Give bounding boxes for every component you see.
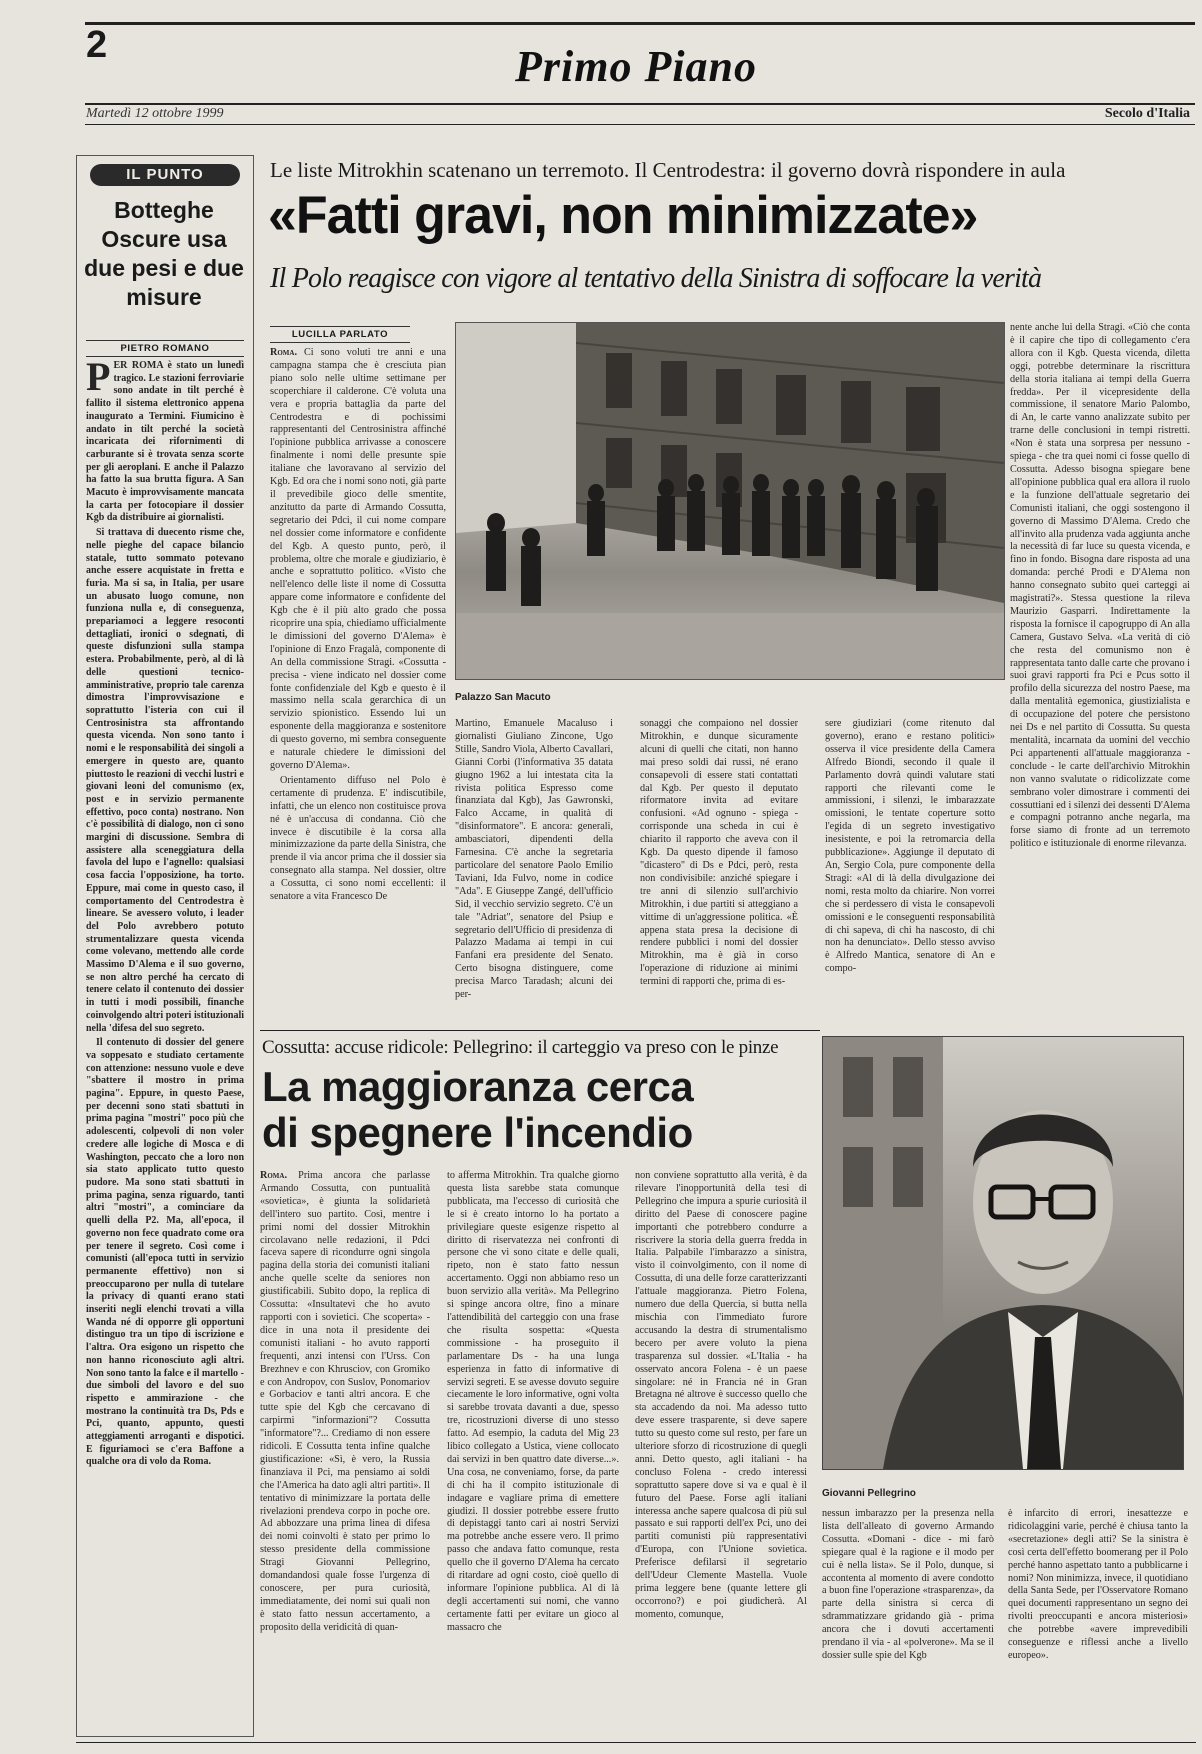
article2-headline-line1: La maggioranza cerca	[262, 1063, 694, 1110]
article2-text: non conviene soprattutto alla verità, è da rilevare l'inopportunità della tesi di Pellegrino che impura a spurie curiosità il diritto del Paese di conoscere pagine importanti che potrebbero condurre a riscrivere la storia della guerra fredda in Italia. Palpabile l'imbarazzo a sinistra, visto il coinvolgimento, con il nome di Cossutta, di una delle forze caratterizzanti l'attuale maggioranza. Pietro Folena, numero due della Quercia, si butta nella mischia con l'immediato furore accusando la destra di strumentalismo becero per avere voluto la piena trasparenza sul dossier. «L'Italia - ha osservato ancora Folena - è un paese singolare: né in Francia né in Gran Bretagna né altrove è successo quello che sta accadendo da noi. Ma adesso tutto deve essere trasparente, si deve sapere tutto su questo come sul resto, per fare un ulteriore sforzo di ricostruzione di quegli anni. Detto questo, agli italiani - ha concluso Folena - credo interessi soprattutto sapere dove si va e qual è il futuro del Paese. Forse agli italiani interessa anche sapere qualcosa di più sul passato e sui rapporti dell'ex Pci, uno dei partiti comunisti più rappresentativi d'Europa, con l'Unione sovietica. Preferisce defilarsi il segretario dell'Udeur Clemente Mastella. Vuole prima leggere bene (quante lettere gli occorrono?) e poi giudicherà. Al momento, comunque,	[635, 1170, 807, 1620]
article2-col5	[1008, 1508, 1188, 1730]
article1-author: LUCILLA PARLATO	[270, 326, 410, 343]
building-illustration	[456, 323, 1004, 679]
article2-col4	[822, 1508, 994, 1730]
article2-col1	[260, 1170, 430, 1730]
article1-subheadline: Il Polo reagisce con vigore al tentativo della Sinistra di soffocare la verità	[270, 263, 1042, 294]
issue-date: Martedì 12 ottobre 1999	[86, 106, 224, 121]
article1-kicker: Le liste Mitrokhin scatenano un terremoto. Il Centrodestra: il governo dovrà rispondere in aula	[270, 158, 1066, 182]
article2-headline-line2: di spegnere l'incendio	[262, 1109, 693, 1156]
article1-headline: «Fatti gravi, non minimizzate»	[268, 186, 978, 245]
article1-text: nente anche lui della Stragi. «Ciò che conta è il capire che tipo di collegamento c'era allora con il Kgb. Questa vicenda, diletta oggi, potrebbe determinare la riscrittura della storia italiana ai tempi della Guerra fredda». Per il vicepresidente della commissione, il senatore Mario Palombo, di An, le carte vanno analizzate subito per trarne delle conclusioni in tempi ristretti. «Non è stata una sorpresa per nessuno - spiega - che tra quei nomi ci fosse quello di Cossutta. Adesso bisogna spiegare bene all'opinione pubblica qual era allora il ruolo e la funzione dell'attuale segretario dei Comunisti italiani, che oggi sostengono il governo di Massimo D'Alema. Credo che all'invito alla prudenza vada aggiunta anche la necessità di far luce su questa vicenda, e fino in fondo. Bisogna dare risposta ad una domanda: perché Prodi e D'Alema non hanno consegnato subito quei carteggi ai magistrati?». Stessa questione la rileva Maurizio Gasparri. Indirettamente la risposta la fornisce il capogruppo di An alla Camera, Gustavo Selva. «La verità di ciò che resta del comunismo non è rappresentata tanto dalle carte che provano i suoi gravi rapporti fra Pci e Pcus sotto il profilo della sicurezza del nostro Paese, ma dalla mentalità egemonica, giustizialista e di occupazione del potere che persistono nei Ds e nel partito di Cossutta. Su questa mentalità, incarnata da uomini del vecchio Pci appartenenti all'attuale maggioranza - conclude - le carte dell'archivio Mitrokhin non vanno svalutate o ridicolizzate come sembrano voler dimostrare i commenti dei cossuttiani ed i silenzi dei dessenti D'Alema e compagni potranno anche negarla, ma forse siamo di fronte ad un terremoto politico e istituzionale di enorme rilevanza.	[1010, 322, 1190, 850]
palazzo-photo	[455, 322, 1005, 680]
header-rule-2	[85, 124, 1195, 125]
bottom-rule	[76, 1742, 1196, 1743]
sidebar-paragraph: Il contenuto di dossier del genere va soppesato e studiato certamente con attenzione: nessuno vuole e deve "sbattere il mostro in prima pagina". Eppure, in questo Paese, per decenni sono stati sbattuti in prima pagina "mostri" poco più che adolescenti, colpevoli di non voler credere alle logiche di Mosca e di Washington, peccato che a loro non sia stato applicato tutto questo pudore. Ma sono stati sbattuti in prima pagina, senza riguardo, tanti altri "mostri", a cominciare da quelli della P2. Ma, all'epoca, il governo non fece quadrato come ora per tenere il segreto. Così come i comunisti (all'epoca tutti in servizio permanente effettivo) non si preoccuparono per nulla di tutelare la privacy di quanti erano stati inseriti negli elenchi trovati a villa Wanda né di opporre gli opportuni distinguo tra un tipo di iscrizione e l'altra. Ora esigono un rispetto che non hanno riconosciuto agli altri. Non sono tanto la falce e il martello - due simboli del lavoro e del suo rispetto e ammirazione - che mostrano la continuità tra Ds, Pds e Pci, quanto, appunto, questi atteggiamenti arroganti e dispotici. E figuriamoci se c'era Baffone a qualche ora di volo da Roma.	[86, 1037, 244, 1468]
article2-text: nessun imbarazzo per la presenza nella lista dell'alleato di governo Armando Cossutta. «Domani - dice - mi farò spiegare qual è la ragione e il modo per cui è nella lista». Se il Polo, dunque, si accontenta al momento di avere condotto a buon fine l'operazione «trasparenza», da parte della sinistra si cerca di sdrammatizzare gridando già - prima ancora che i dovuti accertamenti prendano il via - al «polverone». Ma se il dossier sulle spie del Kgb	[822, 1508, 994, 1661]
article1-text: Ci sono voluti tre anni e una campagna stampa che è cresciuta pian piano solo nelle ultime settimane per scoperchiare il calderone. C'è voluta una vera e propria battaglia da parte del Centrodestra e di pochissimi rappresentanti del Centrosinistra affinché l'opinione pubblica arrivasse a conoscere finalmente i nomi delle presunte spie italiane che lavoravano al servizio del Kgb. Ed ora che i nomi sono noti, già parte il prevedibile gioco delle smentite, anzitutto da parte di Armando Cossutta, segretario dei Pdci, il cui nome compare nel dossier come informatore e confidente del Kgb. A questo punto, però, il problema, oltre che morale e giudiziario, è anche e soprattutto politico. «Visto che nell'elenco delle liste il nome di Cossutta appare come informatore e confidente del Kgb che è il più alto grado che possa ricoprire una spia, chiediamo ufficialmente le dimissioni del governo D'Alema» è l'opinione di Enzo Fragalà, componente di An della commissione Stragi. «Cossutta - precisa - viene indicato nel dossier come fonte confidenziale del Kgb e questo è il massimo nella scala gerarchica di un servizio spionistico. Essendo lui un esponente della maggioranza e sostenitore di questo governo, mi sembra conseguente e naturale chiedere le dimissioni del governo D'Alema».	[270, 347, 446, 771]
article1-text: Martino, Emanuele Macaluso i giornalisti Giuliano Zincone, Ugo Stille, Sandro Viola, Alberto Cavallari, Gianni Corbi (l'informativa 35 datata giugno 1962 a lui intestata cita la rivista politica Espresso come finanziata dal Kgb), Jas Gawronski, Falco Accame, in qualità di "disinformatore". E ancora: generali, ambasciatori, dipendenti della Farnesina. C'è anche la segretaria particolare del senatore Paolo Emilio Taviani, Ida Fulvo, nome in codice "Ada". E Giuseppe Zangé, dell'ufficio Sid, il vecchio servizio segreto. C'è un tale "Adriat", senatore del Psiup e segretario dell'Ufficio di presidenza di Palazzo Madama ai tempi in cui Fanfani era presidente del Senato. Certo bisogna distinguere, come precisa Marco Taradash; alcuni dei per-	[455, 718, 613, 1001]
article1-text: sere giudiziari (come ritenuto dal governo), erano e restano politici» osserva il vice presidente della Camera Alfredo Biondi, secondo il quale il Parlamento dovrà quindi valutare stati rapporti che rilevanti come le ammissioni, i silenzi, le imbarazzate omissioni, le tentate coperture sotto l'egida di un segreto investigativo inesistente, e poi la retromarcia della pubblicazione». Aggiunge il deputato di An, Sergio Cola, pure componente della Stragi: «Al di là della divulgazione dei nomi, resta molto da chiarire. Non vorrei che si perdessero di vista le consapevoli omissioni e le conseguenti responsabilità di chi sapeva, di chi ha nascosto, di chi non ha denunciato». Dello stesso avviso è Alfredo Mantica, senatore di An e compo-	[825, 718, 995, 975]
article2-text: è infarcito di errori, inesattezze e ridicolaggini varie, perché è chiusa tanto la «secretazione» degli atti? Se la sinistra è così certa dell'effetto boomerang per il Polo perché hanno aspettato tanto a pubblicarne i nomi? Non minimizza, invece, il quotidiano della Santa Sede, per l'Osservatore Romano quei documenti rappresentano un segno dei rivolti preoccupanti e ancora misteriosi» che potrebbe «avere imprevedibili conseguenze e riflessi anche a livello europeo».	[1008, 1508, 1188, 1661]
sidebar-paragraph: Si trattava di duecento risme che, nelle pieghe del capace bilancio statale, tutto sommato potevano anche essere acquistate in fretta e furia. Ma si sa, in Italia, per usare un abusato luogo comune, non funziona nulla e, di conseguenza, prepariamoci a leggere resoconti dettagliati, ironici o sdegnati, di queste disfunzioni sulla stampa estera. Probabilmente, però, al di là delle questioni tecnico-amministrative, proprio tale carenza dimostra l'improvvisazione e soprattutto l'isteria con cui il Centrosinistra sta affrontando questa vicenda. Non sono tanto i nomi e le responsabilità dei singoli a emergere in questo are, quanto piuttosto le reazioni di vecchi lustri e giovani leoni del comunismo (ex, post e in servizio permanente effettivo, poco conta) nostrano. Non c'è possibilità di dialogo, non ci sono margini di discussione. Sembra di assistere alla sceneggiatura della favola del lupo e l'agnello: qualsiasi cosa faccia l'opposizione, ha torto. Eppure, mai come in questo caso, il comportamento del Centrodestra è lineare. Se avessero voluto, i leader del Polo avrebbero potuto strumentalizzare questa vicenda come volevano, mettendo alle corde Massimo D'Alema e il suo governo, se non altro perché ha cercato di tenere celato il contenuto dei dossier in tutti i modi possibili, finanche coinvolgendo altri poteri istituzionali nella 'difesa del suo segreto.	[86, 527, 244, 1034]
top-rule	[85, 22, 1195, 25]
sidebar-lead: ER ROMA è stato un lunedì tragico. Le stazioni ferroviarie sono andate in tilt perché è fallito il sistema elettronico appena inaugurato a Termini. Fiumicino è andato in tilt perché la società incaricata dei rifornimenti di carburante si è trovata senza scorte per gli aeroplani. E anche il Palazzo ha fatto la sua brutta figura. A San Macuto è improvvisamente mancata la carta per fotocopiare il dossier Kgb da distribuire ai giornalisti.	[86, 360, 244, 524]
article2-kicker: Cossutta: accuse ridicole: Pellegrino: il carteggio va preso con le pinze	[262, 1037, 779, 1058]
sidebar-body	[86, 354, 244, 1728]
header-rule	[85, 103, 1195, 105]
article1-text: sonaggi che compaiono nel dossier Mitrokhin, e dunque sicuramente alcuni di quelli che citati, non hanno mai preso soldi dai russi, né erano consapevoli di essere stati contattati dal Kgb. Per questo il deputato riformatore invita ad evitare confusioni. «Ad ognuno - spiega - corrisponde una scheda in cui è chiarito il rapporto che aveva con il Kgb. Da questo dipende il famoso "dicastero" di Ds e Pdci, però, resta non condivisibile: anziché spiegare i tre anni di silenzio sull'archivio Mitrokhin, i due partiti si atteggiano a vittime di un'aggressione politica. «È appena stata presa la decisione di rendere pubblici i nomi del dossier Mitrokhin, ma è già in corso l'operazione di riduzione ai minimi termini di rapporti che, prima di es-	[640, 718, 798, 988]
article2-col3	[635, 1170, 807, 1730]
dateline: Roma.	[270, 347, 298, 358]
newspaper-name: Secolo d'Italia	[1104, 106, 1190, 121]
section-title: Primo Piano	[515, 42, 758, 91]
sidebar-label: IL PUNTO	[90, 164, 240, 186]
article2-text: to afferma Mitrokhin. Tra qualche giorno questa lista sarebbe stata comunque pubblicata, ma l'eccesso di curiosità che le si è creato intorno lo ha portato a privilegiare queste esigenze rispetto al diritto di riservatezza nei confronti di persone che vi sono citate e delle quali, ripeto, non è stato fatto nessun accertamento. Oggi non abbiamo reso un buon servizio alla verità». Ma Pellegrino si spinge ancora oltre, fino a minare l'attendibilità del carteggio con una frase che risulta sospetta: «Questa commissione - ha proseguito il parlamentare Ds - ha una lunga esperienza in fatto di informative di servizi segreti. E se avesse dovuto seguire ciecamente le loro informative, ogni volta si sarebbe trovata davanti a due, spesso tre, ricostruzioni diverse di uno stesso fatto. Ad esempio, la caduta del Mig 23 libico collegato a Ustica, viene collocato dai servizi in ben quattro date diverse...». Una cosa, ne conveniamo, forse, da parte di chi ha il compito istituzionale di indagare e vagliare prima di emettere giudizi. Il dossier potrebbe essere frutto di depistaggi tanto cari ai nostri Servizi ma potrebbe anche essere vero. Il primo passo che andava fatto comunque, resta quello che il governo D'Alema ha cercato di ritardare ad ogni costo, cioè quello di informare l'opinione pubblica. Al di là degli accertamenti sui nomi, che vanno certamente fatti per evitare un gioco al massacro che	[447, 1170, 619, 1633]
palazzo-caption: Palazzo San Macuto	[455, 692, 551, 703]
pellegrino-caption: Giovanni Pellegrino	[822, 1488, 916, 1499]
page-number: 2	[86, 24, 108, 66]
article2-text: Prima ancora che parlasse Armando Cossutta, con puntualità «sovietica», è giunta la solidarietà dell'intero suo partito. Così, mentre i primi nomi del dossier Mitrokhin circolavano nelle redazioni, il Pdci faceva sapere di ricondurre ogni singola pagina della storia dei comunisti italiani anche quelle scelte da seniores non giustificabili. Subito dopo, la replica di Cossutta: «Insultatevi che ho avuto rapporti con i sovietici. Che scoperta» - dice in una nota il presidente dei comunisti italiani - ho avuto rapporti frequenti, anzi intensi con l'Urss. Con Brezhnev e con Khrusciov, con Gromiko e con Andropov, con Suslov, Ponomariov e Gorbaciov e tanti altri ancora. E che tutte spie del Kgb che cercavano di carpirmi "informazioni"? Cossutta "informatore"?... Crediamo di non essere ridicoli. E Cossutta tenta infine qualche giustificazione: «Sì, è vero, la Russia finanziava il Pci, ma pensiamo ai soldi che l'America ha dato agli altri partiti». Il tentativo di minimizzare la portata delle rivelazioni prendeva corpo in poche ore. Ad abbozzare una prima linea di difesa dei nomi coinvolti è stato per primo lo stesso presidente della commissione Stragi Giovanni Pellegrino, domandandosi quale fosse l'urgenza di conoscere, per pura curiosità, immediatamente, dei nomi sui quali non è stato fatto nessun accertamento, a proposito della veridicità di quan-	[260, 1170, 430, 1633]
pellegrino-photo	[822, 1036, 1184, 1470]
article2-rule	[260, 1030, 820, 1031]
sidebar-author: PIETRO ROMANO	[86, 340, 244, 357]
drop-cap: P	[86, 354, 111, 399]
sidebar-title: Botteghe Oscure usa due pesi e due misure	[84, 197, 244, 310]
article2-col2	[447, 1170, 619, 1730]
portrait-illustration	[823, 1037, 1183, 1469]
article1-col5	[1010, 322, 1190, 850]
dateline: Roma.	[260, 1170, 288, 1181]
article1-text: Orientamento diffuso nel Polo è certamente di prudenza. E' indiscutibile, infatti, che un elenco non costituisce prova né è un'accusa di condanna. Ciò che invece è discutibile è la corsa alla minimizzazione da parte della Sinistra, che prende il via ancor prima che il dossier sia consegnato alla stampa. Nel dossier, oltre a Cossutta, ci sono nomi eccellenti: il senatore a vita Francesco De	[270, 774, 446, 903]
